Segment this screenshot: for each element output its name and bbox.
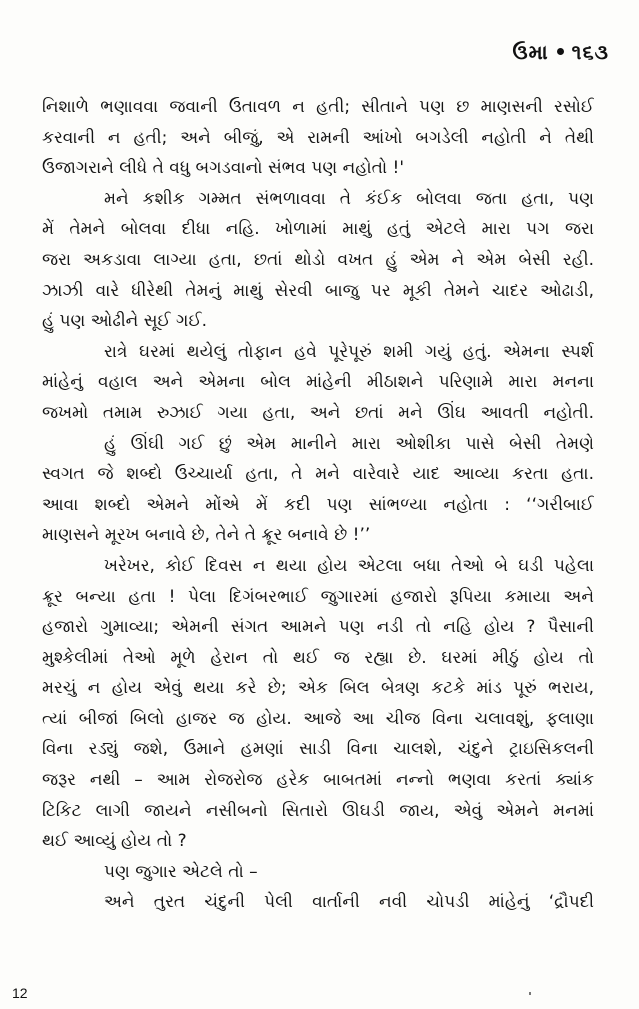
text-line: હું પણ ઓઢીને સૂઈ ગઈ. bbox=[42, 311, 207, 332]
text-line: મેં તેમને બોલવા દીધા નહિ. ખોળામાં માથું હતું એટલે મારા પગ જરા bbox=[42, 219, 594, 240]
paragraph-first-line: અને તુરત ચંદુની પેલી વાર્તાની નવી ચોપડી માંહેનું ‘દ્રૌપદી bbox=[104, 892, 594, 913]
text-line: વિના રડ્યું જશે, ઉમાને હમણાં સાડી વિના ચાલશે, ચંદુને ટ્રાઇસિકલની bbox=[42, 739, 594, 760]
print-speck bbox=[529, 992, 531, 995]
paragraph-first-line: રાત્રે ઘરમાં થયેલું તોફાન હવે પૂરેપૂરું શમી ગયું હતું. એમના સ્પર્શ bbox=[104, 341, 594, 362]
body-text bbox=[42, 92, 594, 918]
folio-number: 12 bbox=[12, 985, 28, 1001]
text-line: ઝાઝી વારે ધીરેથી તેમનું માથું સેરવી બાજુ પર મૂકી તેમને ચાદર ઓઢાડી, bbox=[42, 280, 594, 301]
text-line: સ્વગત જે શબ્દો ઉચ્ચાર્યા હતા, તે મને વારેવારે યાદ આવ્યા કરતા હતા. bbox=[42, 464, 594, 485]
paragraph-first-line: મને કશીક ગમ્મત સંભળાવવા તે કંઈક બોલવા જતા હતા, પણ bbox=[104, 188, 594, 209]
bullet-separator bbox=[557, 48, 564, 55]
running-header-page-number: ૧૬૩ bbox=[571, 40, 609, 64]
text-line: નિશાળે ભણાવવા જવાની ઉતાવળ ન હતી; સીતાને પણ છ માણસની રસોઈ bbox=[42, 97, 594, 117]
text-line: ટિકિટ લાગી જાયને નસીબનો સિતારો ઊઘડી જાય, એવું એમને મનમાં bbox=[42, 800, 594, 821]
paragraph-first-line: ખરેખર, કોઈ દિવસ ન થયા હોય એટલા બધા તેઓ બે ઘડી પહેલા bbox=[104, 555, 594, 576]
text-line: હજારો ગુમાવ્યા; એમની સંગત આમને પણ નડી તો નહિ હોય ? પૈસાની bbox=[42, 617, 594, 638]
text-line: મુશ્કેલીમાં તેઓ મૂળે હેરાન તો થઈ જ રહ્યા છે. ઘરમાં મીઠું હોય તો bbox=[42, 647, 594, 668]
text-line: ત્યાં બીજાં બિલો હાજર જ હોય. આજે આ ચીજ વિના ચલાવશું, ફલાણા bbox=[42, 708, 594, 729]
text-line: મરચું ન હોય એવું થયા કરે છે; એક બિલ બેત્રણ કટકે માંડ પૂરું ભરાય, bbox=[42, 678, 594, 699]
paragraph-first-line: હું ઊંઘી ગઈ છું એમ માનીને મારા ઓશીકા પાસે બેસી તેમણે bbox=[104, 433, 594, 454]
text-line: ઉજાગરાને લીધે તે વધુ બગડવાનો સંભવ પણ નહોતો !' bbox=[42, 158, 404, 179]
text-line: જખમો તમામ રુઝાઈ ગયા હતા, અને છતાં મને ઊંઘ આવતી નહોતી. bbox=[42, 402, 594, 423]
text-line: કરવાની ન હતી; અને બીજું, એ રામની આંખો બગડેલી નહોતી ને તેથી bbox=[42, 127, 594, 148]
text-line: જરૂર નથી – આમ રોજરોજ હરેક બાબતમાં નન્નો ભણવા કરતાં ક્યાંક bbox=[42, 770, 594, 791]
text-line: માંહેનું વહાલ અને એમના બોલ માંહેની મીઠાશને પરિણામે મારા મનના bbox=[42, 372, 594, 393]
text-line: માણસને મૂરખ બનાવે છે, તેને તે ક્રૂર બનાવે છે !’’ bbox=[42, 525, 371, 546]
text-line: આવા શબ્દો એમને મોંએ મેં કદી પણ સાંભળ્યા નહોતા : ‘‘ગરીબાઈ bbox=[42, 494, 594, 515]
paragraph-first-line: પણ જુગાર એટલે તો – bbox=[104, 861, 258, 882]
text-line: થઈ આવ્યું હોય તો ? bbox=[42, 831, 187, 852]
running-header-title: ઉમા bbox=[512, 40, 549, 64]
running-header bbox=[513, 40, 609, 64]
text-line: ક્રૂર બન્યા હતા ! પેલા દિગંબરભાઈ જુગારમાં હજારો રૂપિયા કમાયા અને bbox=[42, 586, 594, 607]
text-line: જરા અકડાવા લાગ્યા હતા, છતાં થોડો વખત હું એમ ને એમ બેસી રહી. bbox=[42, 249, 594, 270]
